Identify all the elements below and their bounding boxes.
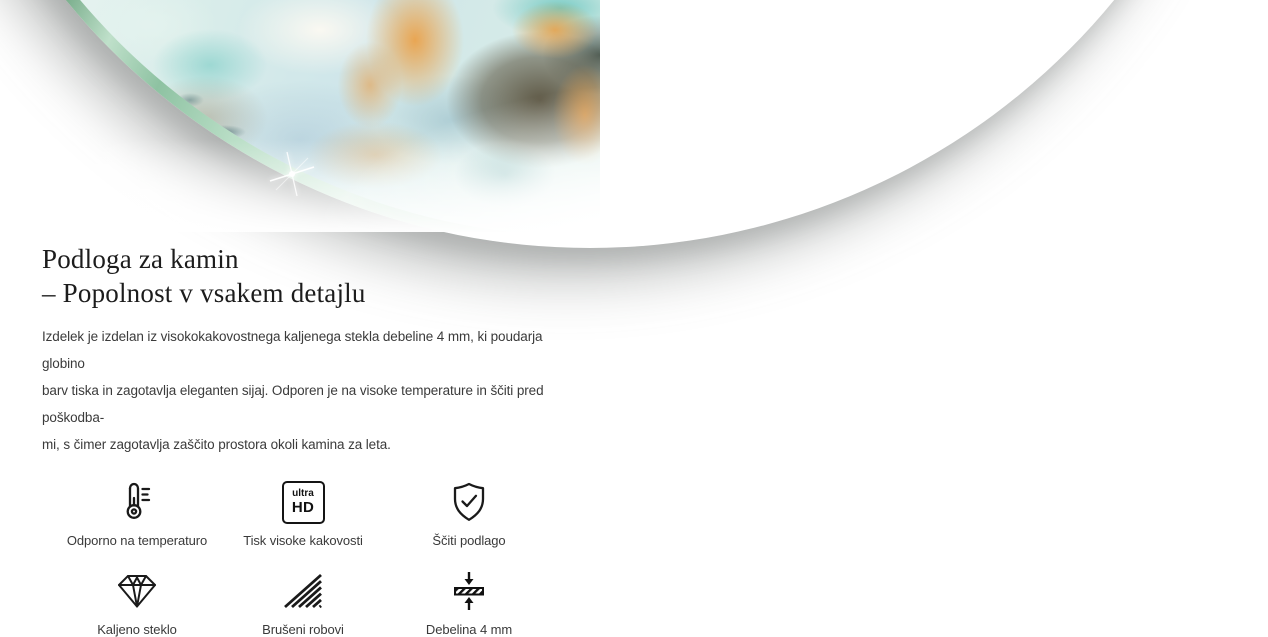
shield-check-icon (447, 479, 491, 525)
features-grid (54, 479, 552, 637)
description-line: mi, s čimer zagotavlja zaščito prostora okoli kamina za leta. (42, 437, 391, 452)
page-title (42, 242, 558, 310)
product-page (0, 0, 600, 637)
ultra-hd-icon-text-top: ultra (292, 488, 314, 499)
feature-tempered-glass (54, 568, 220, 637)
feature-temperature (54, 479, 220, 548)
feature-print-quality (220, 479, 386, 548)
feature-thickness (386, 568, 552, 637)
description-line: Izdelek je izdelan iz visokokakovostnega kaljenega stekla debeline 4 mm, ki poudarja globino (42, 329, 543, 371)
feature-label: Tisk visoke kakovosti (243, 533, 363, 548)
description-line: barv tiska in zagotavlja eleganten sijaj. Odporen je na visoke temperature in ščiti pred poškodba- (42, 383, 544, 425)
thermometer-icon (115, 479, 159, 525)
feature-label: Debelina 4 mm (425, 622, 513, 637)
page-title-line1: Podloga za kamin (42, 244, 239, 274)
ultra-hd-icon-text-bottom: HD (291, 499, 315, 516)
product-image (0, 0, 600, 232)
feature-label: Kaljeno steklo (97, 622, 177, 637)
page-title-line2: – Popolnost v vsakem detajlu (42, 278, 366, 308)
feature-label: Brušeni robovi (262, 622, 344, 637)
feature-label: Odporno na temperaturo (66, 533, 208, 548)
ultra-hd-icon (282, 481, 325, 524)
feature-polished-edges (220, 568, 386, 637)
polished-edges-icon (281, 568, 325, 614)
product-description (42, 323, 558, 458)
product-info-section (0, 242, 600, 637)
feature-protects-surface (386, 479, 552, 548)
diamond-icon (115, 568, 159, 614)
feature-label: Ščiti podlago (432, 533, 506, 548)
sparkle-icon (268, 150, 316, 198)
thickness-icon (447, 568, 491, 614)
